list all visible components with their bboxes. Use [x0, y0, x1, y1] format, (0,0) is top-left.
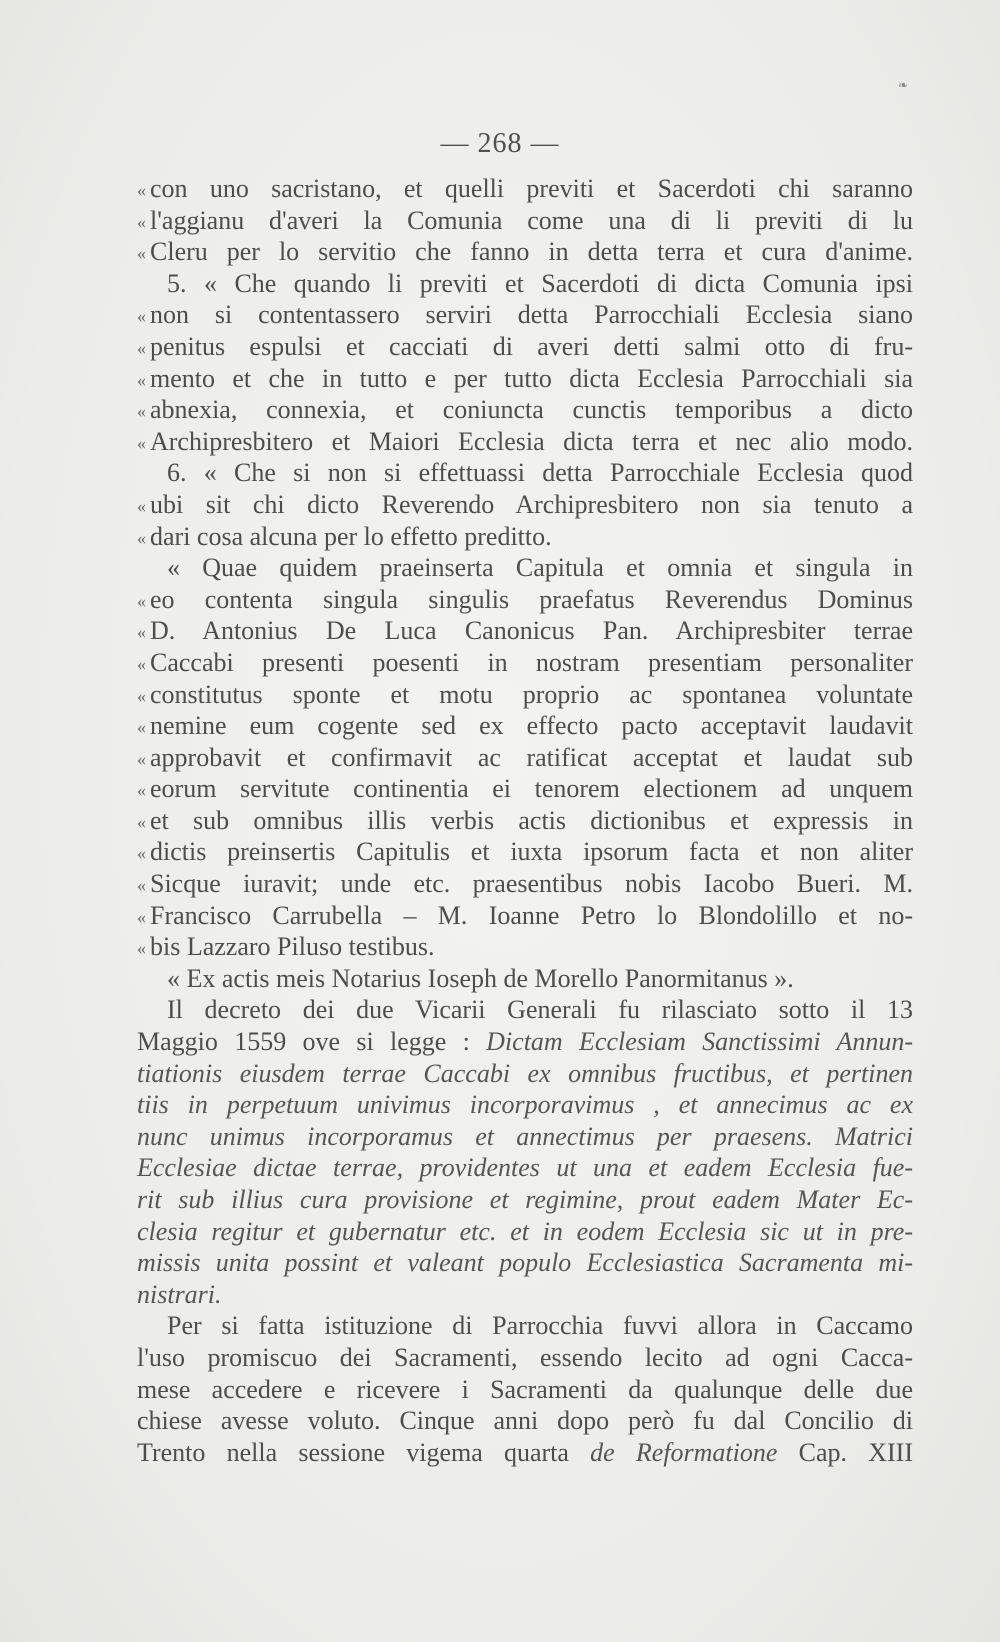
quote-mark: « [137, 337, 146, 358]
text-line [137, 205, 913, 237]
line-text: D. Antonius De Luca Canonicus Pan. Archipresbiter terrae [150, 616, 913, 646]
text-line [137, 931, 913, 963]
quote-mark: « [137, 369, 146, 390]
text-line [137, 584, 913, 616]
latin-line: missis unita possint et valeant populo Ecclesiastica Sacramenta mi- [137, 1248, 913, 1278]
text-line [137, 331, 913, 363]
line-text: 6. « Che si non si effettuassi detta Parrocchiale Ecclesia quod [167, 458, 913, 488]
text-line [137, 805, 913, 837]
line-text: bis Lazzaro Piluso testibus. [150, 932, 435, 962]
quote-mark: « [137, 401, 146, 422]
quote-mark: « [137, 938, 146, 959]
text-line [137, 868, 913, 900]
line-text: dari cosa alcuna per lo effetto preditto. [150, 521, 552, 551]
latin-line: Ecclesiae dictae terrae, providentes ut una et eadem Ecclesia fue- [137, 1153, 913, 1183]
quote-mark: « [137, 495, 146, 516]
quoted-document [137, 173, 913, 994]
decree-line: Il decreto dei due Vicarii Generali fu rilasciato sotto il 13 [167, 995, 913, 1025]
quote-mark: « [137, 685, 146, 706]
text-line [137, 268, 913, 300]
decree-latin: Dictam Ecclesiam Sanctissimi Annun- [486, 1027, 914, 1057]
corner-mark: ❧ [898, 78, 909, 92]
quote-mark: « [137, 527, 146, 548]
quote-mark: « [137, 180, 146, 200]
quote-mark: « [137, 590, 146, 611]
line-text: ubi sit chi dicto Reverendo Archipresbitero non sia tenuto a [150, 489, 913, 519]
line-text: l'aggianu d'averi la Comunia come una di li previti di lu [150, 205, 913, 235]
line-text: dictis preinsertis Capitulis et iuxta ipsorum facta et non aliter [150, 837, 913, 867]
text-line [137, 521, 913, 553]
line-text: 5. « Che quando li previti et Sacerdoti di dicta Comunia ipsi [167, 268, 913, 298]
quote-mark: « [137, 875, 146, 896]
line-text: Cleru per lo servitio che fanno in detta terra et cura d'anime. [150, 237, 913, 267]
paragraph-line: l'uso promiscuo dei Sacramenti, essendo lecito ad ogni Cacca- [137, 1342, 913, 1372]
body-text [137, 173, 913, 1468]
paragraph-line: Per si fatta istituzione di Parrocchia fuvvi allora in Caccamo [167, 1311, 913, 1341]
text-line [137, 489, 913, 521]
paragraph-line [137, 1437, 913, 1469]
text-line [137, 615, 913, 647]
text-line [137, 900, 913, 932]
line-text: mento et che in tutto e per tutto dicta Ecclesia Parrocchiali sia [150, 363, 913, 393]
page-number: — 268 — [440, 128, 560, 159]
paragraph-line: chiese avesse voluto. Cinque anni dopo però fu dal Concilio di [137, 1406, 913, 1436]
text-line [137, 836, 913, 868]
quote-mark: « [137, 780, 146, 801]
text-line [137, 742, 913, 774]
quote-mark: « [137, 811, 146, 832]
text-line [137, 363, 913, 395]
decree-text: Maggio 1559 ove si legge : [137, 1027, 470, 1057]
line-text: Sicque iuravit; unde etc. praesentibus nobis Iacobo Bueri. M. [150, 869, 913, 899]
line-text: abnexia, connexia, et coniuncta cunctis temporibus a dicto [150, 395, 913, 425]
text-line [137, 963, 913, 995]
text-line [137, 710, 913, 742]
line-text: « Quae quidem praeinserta Capitula et omnia et singula in [167, 553, 913, 583]
paragraph-text: Trento nella sessione vigema quarta [137, 1437, 569, 1467]
line-text: et sub omnibus illis verbis actis dictionibus et expressis in [150, 805, 913, 835]
quote-mark: « [137, 211, 146, 232]
quote-mark: « [137, 748, 146, 769]
text-line [137, 773, 913, 805]
line-text: Archipresbitero et Maiori Ecclesia dicta terra et nec alio modo. [150, 426, 913, 456]
line-text: penitus espulsi et cacciati di averi detti salmi otto di fru- [150, 331, 913, 361]
latin-passage [137, 1058, 913, 1279]
quote-mark: « [137, 432, 146, 453]
decree-line [137, 1026, 913, 1058]
quote-mark: « [137, 622, 146, 643]
line-text: « Ex actis meis Notarius Ioseph de Morello Panormitanus ». [167, 963, 794, 993]
paragraph-line: mese accedere e ricevere i Sacramenti da qualunque delle due [137, 1374, 913, 1404]
text-line [137, 299, 913, 331]
text-line [137, 426, 913, 458]
text-line [137, 236, 913, 268]
latin-line: tiis in perpetuum univimus incorporavimus , et annecimus ac ex [137, 1090, 913, 1120]
line-text: non si contentassero serviri detta Parrocchiali Ecclesia siano [150, 300, 913, 330]
text-line [137, 647, 913, 679]
text-line [137, 679, 913, 711]
line-text: approbavit et confirmavit ac ratificat acceptat et laudat sub [150, 742, 913, 772]
line-text: con uno sacristano, et quelli previti et Sacerdoti chi saranno [150, 174, 913, 203]
latin-line: nunc unimus incorporamus et annectimus per praesens. Matrici [137, 1121, 913, 1151]
quote-mark: « [137, 653, 146, 674]
quote-mark: « [137, 906, 146, 927]
quote-mark: « [137, 717, 146, 738]
latin-line: nistrari. [137, 1279, 222, 1309]
latin-line: tiationis eiusdem terrae Caccabi ex omnibus fructibus, et pertinen [137, 1058, 913, 1088]
line-text: Caccabi presenti poesenti in nostram presentiam personaliter [150, 647, 913, 677]
text-line [137, 457, 913, 489]
text-line [137, 173, 913, 205]
line-text: nemine eum cogente sed ex effecto pacto acceptavit laudavit [150, 711, 913, 741]
text-line [137, 552, 913, 584]
line-text: Francisco Carrubella – M. Ioanne Petro lo Blondolillo et no- [150, 900, 913, 930]
quote-mark: « [137, 306, 146, 327]
latin-line: rit sub illius cura provisione et regimine, prout eadem Mater Ec- [137, 1185, 913, 1214]
line-text: eo contenta singula singulis praefatus Reverendus Dominus [150, 584, 913, 614]
paragraph-italic: de Reformatione [590, 1437, 778, 1467]
paragraph-text: Cap. XIII [798, 1437, 913, 1467]
line-text: eorum servitute continentia ei tenorem electionem ad unquem [150, 774, 913, 804]
quote-mark: « [137, 243, 146, 264]
latin-line: clesia regitur et gubernatur etc. et in eodem Ecclesia sic ut in pre- [137, 1216, 913, 1246]
line-text: constitutus sponte et motu proprio ac spontanea voluntate [150, 679, 913, 709]
quote-mark: « [137, 843, 146, 864]
text-line [137, 394, 913, 426]
